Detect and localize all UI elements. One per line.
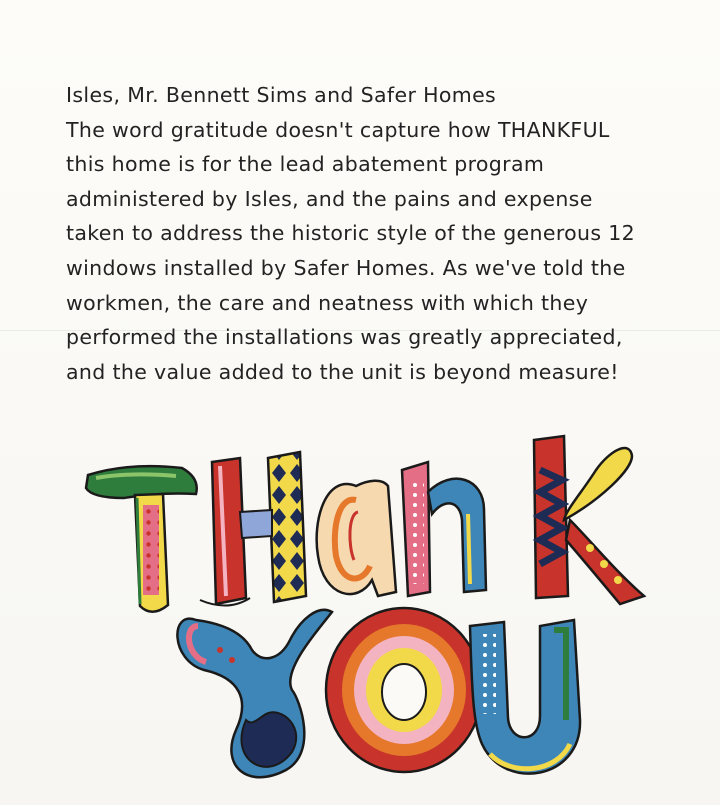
note-line: this home is for the lead abatement program xyxy=(66,152,545,177)
note-line: The word gratitude doesn't capture how THANKFUL xyxy=(66,117,610,142)
note-line: taken to address the historic style of the generous 12 xyxy=(66,221,636,246)
letter-u xyxy=(470,620,580,774)
note-greeting: Isles, Mr. Bennett Sims and Safer Homes xyxy=(66,83,497,107)
letter-n xyxy=(402,462,486,596)
letter-a xyxy=(317,481,396,596)
letter-o xyxy=(326,608,482,772)
letter-k xyxy=(534,436,644,604)
letter-t xyxy=(86,466,197,612)
note-line: administered by Isles, and the pains and expense xyxy=(66,186,593,211)
letter-y xyxy=(177,610,332,777)
note-line: and the value added to the unit is beyond measure! xyxy=(66,359,619,384)
letter-h xyxy=(200,452,306,606)
note-line: performed the installations was greatly appreciated, xyxy=(66,325,623,350)
note-line: windows installed by Safer Homes. As we've told the xyxy=(66,255,626,280)
note-line: workmen, the care and neatness with which they xyxy=(66,290,589,315)
